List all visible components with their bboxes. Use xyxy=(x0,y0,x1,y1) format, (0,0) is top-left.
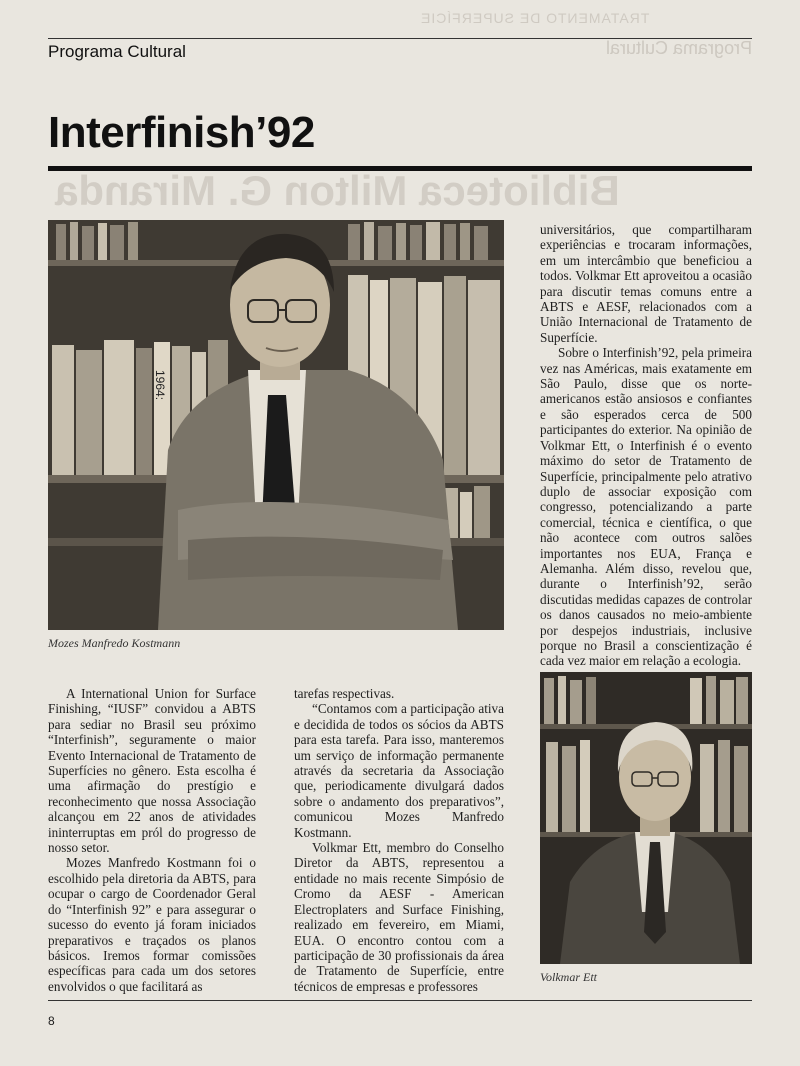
paragraph: Volkmar Ett, membro do Conselho Diretor da ABTS, representou a entidade no mais recente Simpósio de Cromo da AESF - American Electroplaters and Surface Finishing, realizado em fevereiro, em Miami, EUA. O encontro contou com a participação de 30 profissionais da área de Tratamento de Superfície, entre técnicos de empresas e professores xyxy=(294,840,504,994)
paragraph: universitários, que compartilharam experiências e trocaram informações, em um intercâmbio que beneficiou a todos. Volkmar Ett aproveitou a ocasião para discutir temas comuns entre a ABTS e AESF, relacionados com a União Internacional de Tratamento de Superfície. xyxy=(540,222,752,345)
book-spine-text: 1964: xyxy=(153,370,167,401)
show-through-header-text: TRATAMENTO DE SUPERFÍCIE xyxy=(420,10,650,26)
show-through-banner-text: Biblioteca Milton G. Miranda xyxy=(55,167,620,214)
article-title: Interfinish’92 xyxy=(48,108,315,157)
article-column-right xyxy=(540,222,752,669)
show-through-section-text: Programa Cultural xyxy=(605,38,752,58)
paragraph: “Contamos com a participação ativa e decidida de todos os sócios da ABTS para esta tarefa. Para isso, manteremos um serviço de informação permanente através da secretaria da Associação que, periodicamente divulgará dados sobre o andamento dos preparativos”, comunicou Mozes Manfredo Kostmann. xyxy=(294,701,504,840)
paragraph: tarefas respectivas. xyxy=(294,686,395,701)
section-label: Programa Cultural xyxy=(48,42,186,61)
paragraph: Sobre o Interfinish’92, pela primeira vez nas Américas, mais exatamente em São Paulo, disse que os norte-americanos estão ansiosos e confiantes e são esperados cerca de 500 participantes do exterior. Na opinião de Volkmar Ett, o Interfinish é o evento máximo do setor de Tratamento de Superfície, principalmente pelo atrativo duplo de associar exposição com congresso, potencializando a parte comercial, técnica e científica, o que não acontece com outros salões importantes nos EUA, França e Alemanha. Além disso, revelou que, durante o Interfinish’92, serão discutidas medidas capazes de controlar os danos causados no meio-ambiente por despejos industriais, inclusive porque no Brasil a conscientização é cada vez maior em relação a ecologia. xyxy=(540,345,752,669)
footer-rule xyxy=(48,1000,752,1001)
photo-caption: Volkmar Ett xyxy=(540,970,597,984)
photo-caption: Mozes Manfredo Kostmann xyxy=(48,636,181,650)
paragraph: A International Union for Surface Finishing, “IUSF” convidou a ABTS para sediar no Brasil seu próximo “Interfinish”, seguramente o maior Evento Internacional de Tratamento de Superfícies no gênero. Esta escolha é uma afirmação do prestígio e reconhecimento que nossa Associação alcançou em 22 anos de atividades ininterruptas em pról do progresso de nosso setor. xyxy=(48,686,256,856)
article-column-a xyxy=(48,686,256,994)
page-number: 8 xyxy=(48,1014,55,1028)
photo-volkmar-ett xyxy=(540,672,752,964)
photo-mozes-kostmann xyxy=(48,220,504,630)
paragraph: Mozes Manfredo Kostmann foi o escolhido pela diretoria da ABTS, para ocupar o cargo de Coordenador Geral do “Interfinish 92” e para assegurar o sucesso do evento já foram iniciados preparativos e traçados os planos básicos. Iremos formar comissões específicas para cada um dos setores envolvidos o que facilitará as xyxy=(48,855,256,994)
article-column-b xyxy=(294,686,504,994)
